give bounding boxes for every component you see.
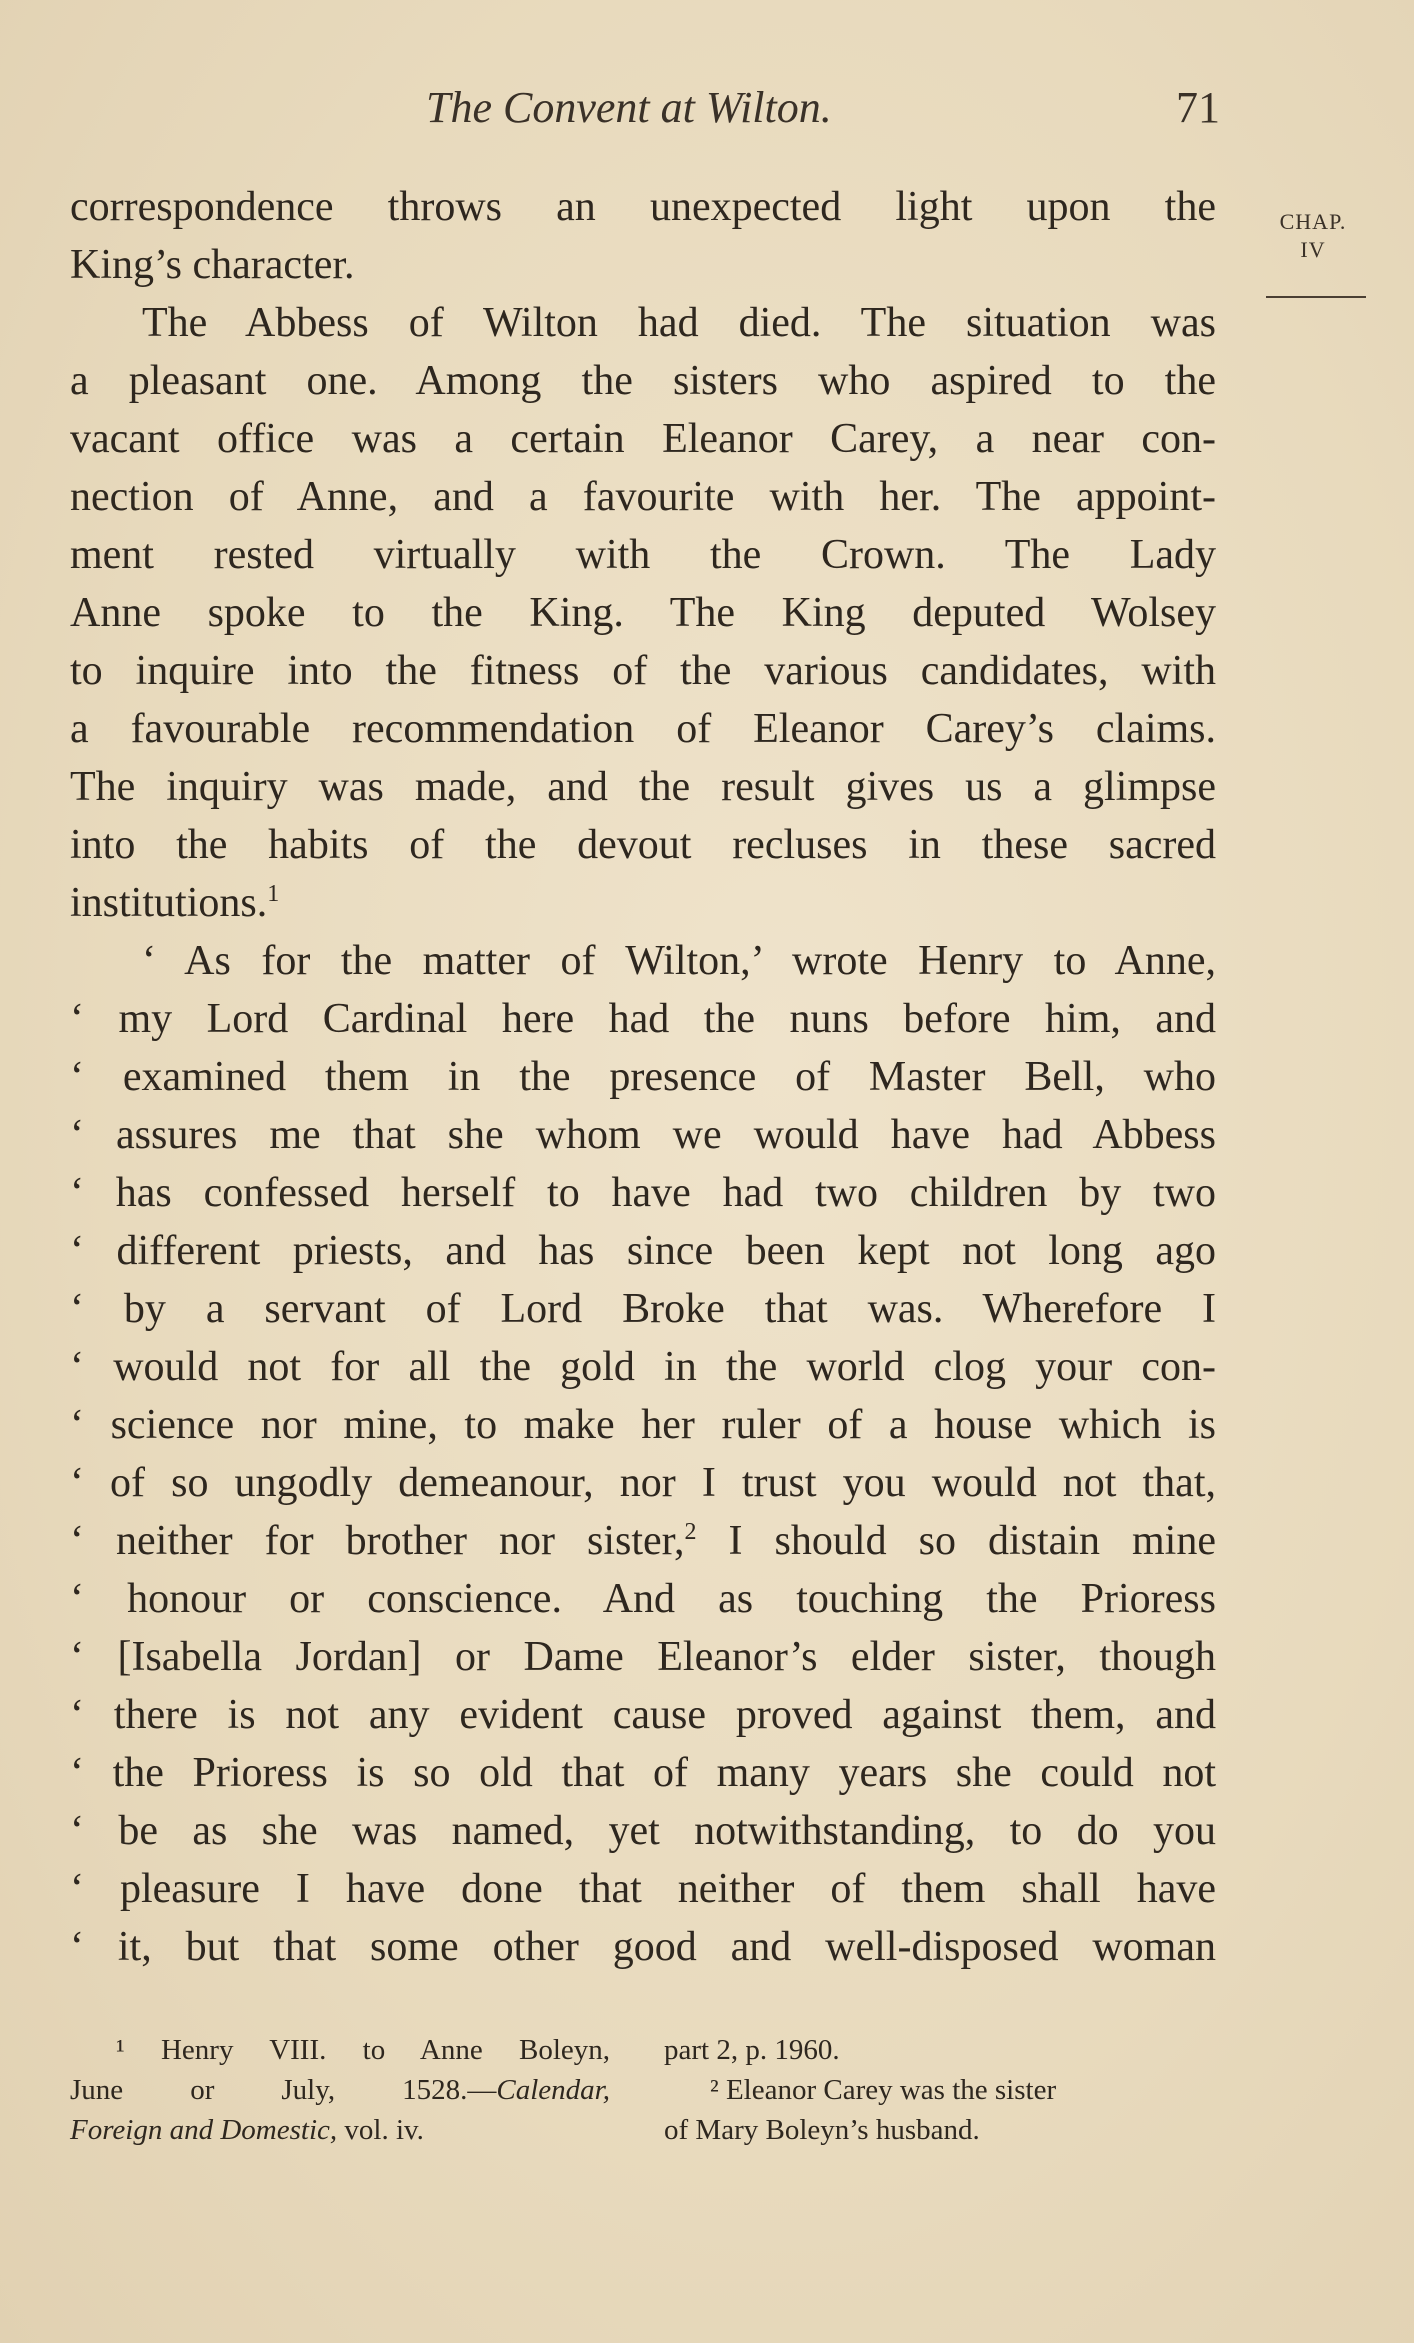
footnote-text: vol. iv. [337,2114,424,2146]
page-number: 71 [1176,83,1220,132]
text-line: ‘ pleasure I have done that neither of them shall have [70,1866,1216,1912]
text-line: ‘ be as she was named, yet notwithstanding, to do you [70,1808,1216,1854]
footnote-line [70,2030,610,2070]
text-line [70,874,1216,932]
footnote-text: Henry VIII. to Anne Boleyn, [160,2034,611,2066]
text-line: ‘ honour or conscience. And as touching the Prioress [70,1576,1216,1622]
text-line: King’s character. [70,242,355,288]
text-line: to inquire into the fitness of the various candidates, with [70,648,1216,694]
text-line: correspondence throws an unexpected light upon the [70,184,1216,230]
text-line: ‘ by a servant of Lord Broke that was. Wherefore I [70,1286,1216,1332]
text-fragment: institutions. [70,880,268,926]
text-line: Anne spoke to the King. The King deputed Wolsey [70,590,1216,636]
text-line: ‘ assures me that she whom we would have had Abbess [70,1112,1216,1158]
page-header [70,82,1220,142]
text-line: ‘ of so ungodly demeanour, nor I trust you would not that, [70,1460,1216,1506]
footnote-line [70,2070,610,2110]
footnote-text: Foreign and Domestic, [70,2114,338,2146]
chapter-label: CHAP. [1279,209,1347,234]
text-line: ‘ there is not any evident cause proved against them, and [70,1692,1216,1738]
text-line: ‘ my Lord Cardinal here had the nuns before him, and [70,996,1216,1042]
text-line: ‘ different priests, and has since been kept not long ago [70,1228,1216,1274]
text-line: into the habits of the devout recluses in these sacred [70,822,1216,868]
text-line: a pleasant one. Among the sisters who aspired to the [70,358,1216,404]
footnote-ref-1: 1 [267,881,280,907]
text-line: The inquiry was made, and the result gives us a glimpse [70,764,1216,810]
footnote-1 [70,2030,610,2150]
text-fragment: ‘ neither for brother nor sister, [70,1518,685,1564]
text-line [70,1512,1216,1570]
footnote-marker: ¹ [116,2034,125,2066]
footnote-line: of Mary Boleyn’s husband. [664,2114,980,2146]
text-line: vacant office was a certain Eleanor Carey, a near con- [70,416,1216,462]
footnote-text: Calendar, [496,2074,610,2106]
chapter-number: IV [1300,237,1326,262]
text-line: ‘ it, but that some other good and well-disposed woman [70,1924,1216,1970]
footnote-ref-2: 2 [684,1519,697,1545]
text-line: a favourable recommendation of Eleanor Carey’s claims. [70,706,1216,752]
running-title: The Convent at Wilton. [426,83,832,132]
text-fragment: I should so distain mine [696,1518,1216,1564]
chapter-marginal-note [1268,208,1358,264]
text-line: ‘ the Prioress is so old that of many years she could not [70,1750,1216,1796]
text-line: nection of Anne, and a favourite with her. The appoint- [70,474,1216,520]
footnote-2 [664,2030,1224,2150]
text-line: ‘ would not for all the gold in the world clog your con- [70,1344,1216,1390]
footnote-line [70,2110,610,2150]
footnote-marker: ² [710,2074,719,2106]
text-line: ‘ examined them in the presence of Master Bell, who [70,1054,1216,1100]
text-line: The Abbess of Wilton had died. The situation was [142,300,1216,346]
text-line: ‘ science nor mine, to make her ruler of a house which is [70,1402,1216,1448]
text-line: ‘ [Isabella Jordan] or Dame Eleanor’s elder sister, though [70,1634,1216,1680]
text-line: ‘ has confessed herself to have had two children by two [70,1170,1216,1216]
footnote-line [664,2070,1224,2110]
footnote-text: Eleanor Carey was the sister [725,2074,1057,2106]
text-line: ‘ As for the matter of Wilton,’ wrote Henry to Anne, [142,938,1216,984]
footnote-text: June or July, 1528.— [70,2074,497,2106]
margin-rule [1266,296,1366,298]
body-text [70,178,1216,1976]
text-line: ment rested virtually with the Crown. The Lady [70,532,1216,578]
footnote-line: part 2, p. 1960. [664,2034,840,2066]
